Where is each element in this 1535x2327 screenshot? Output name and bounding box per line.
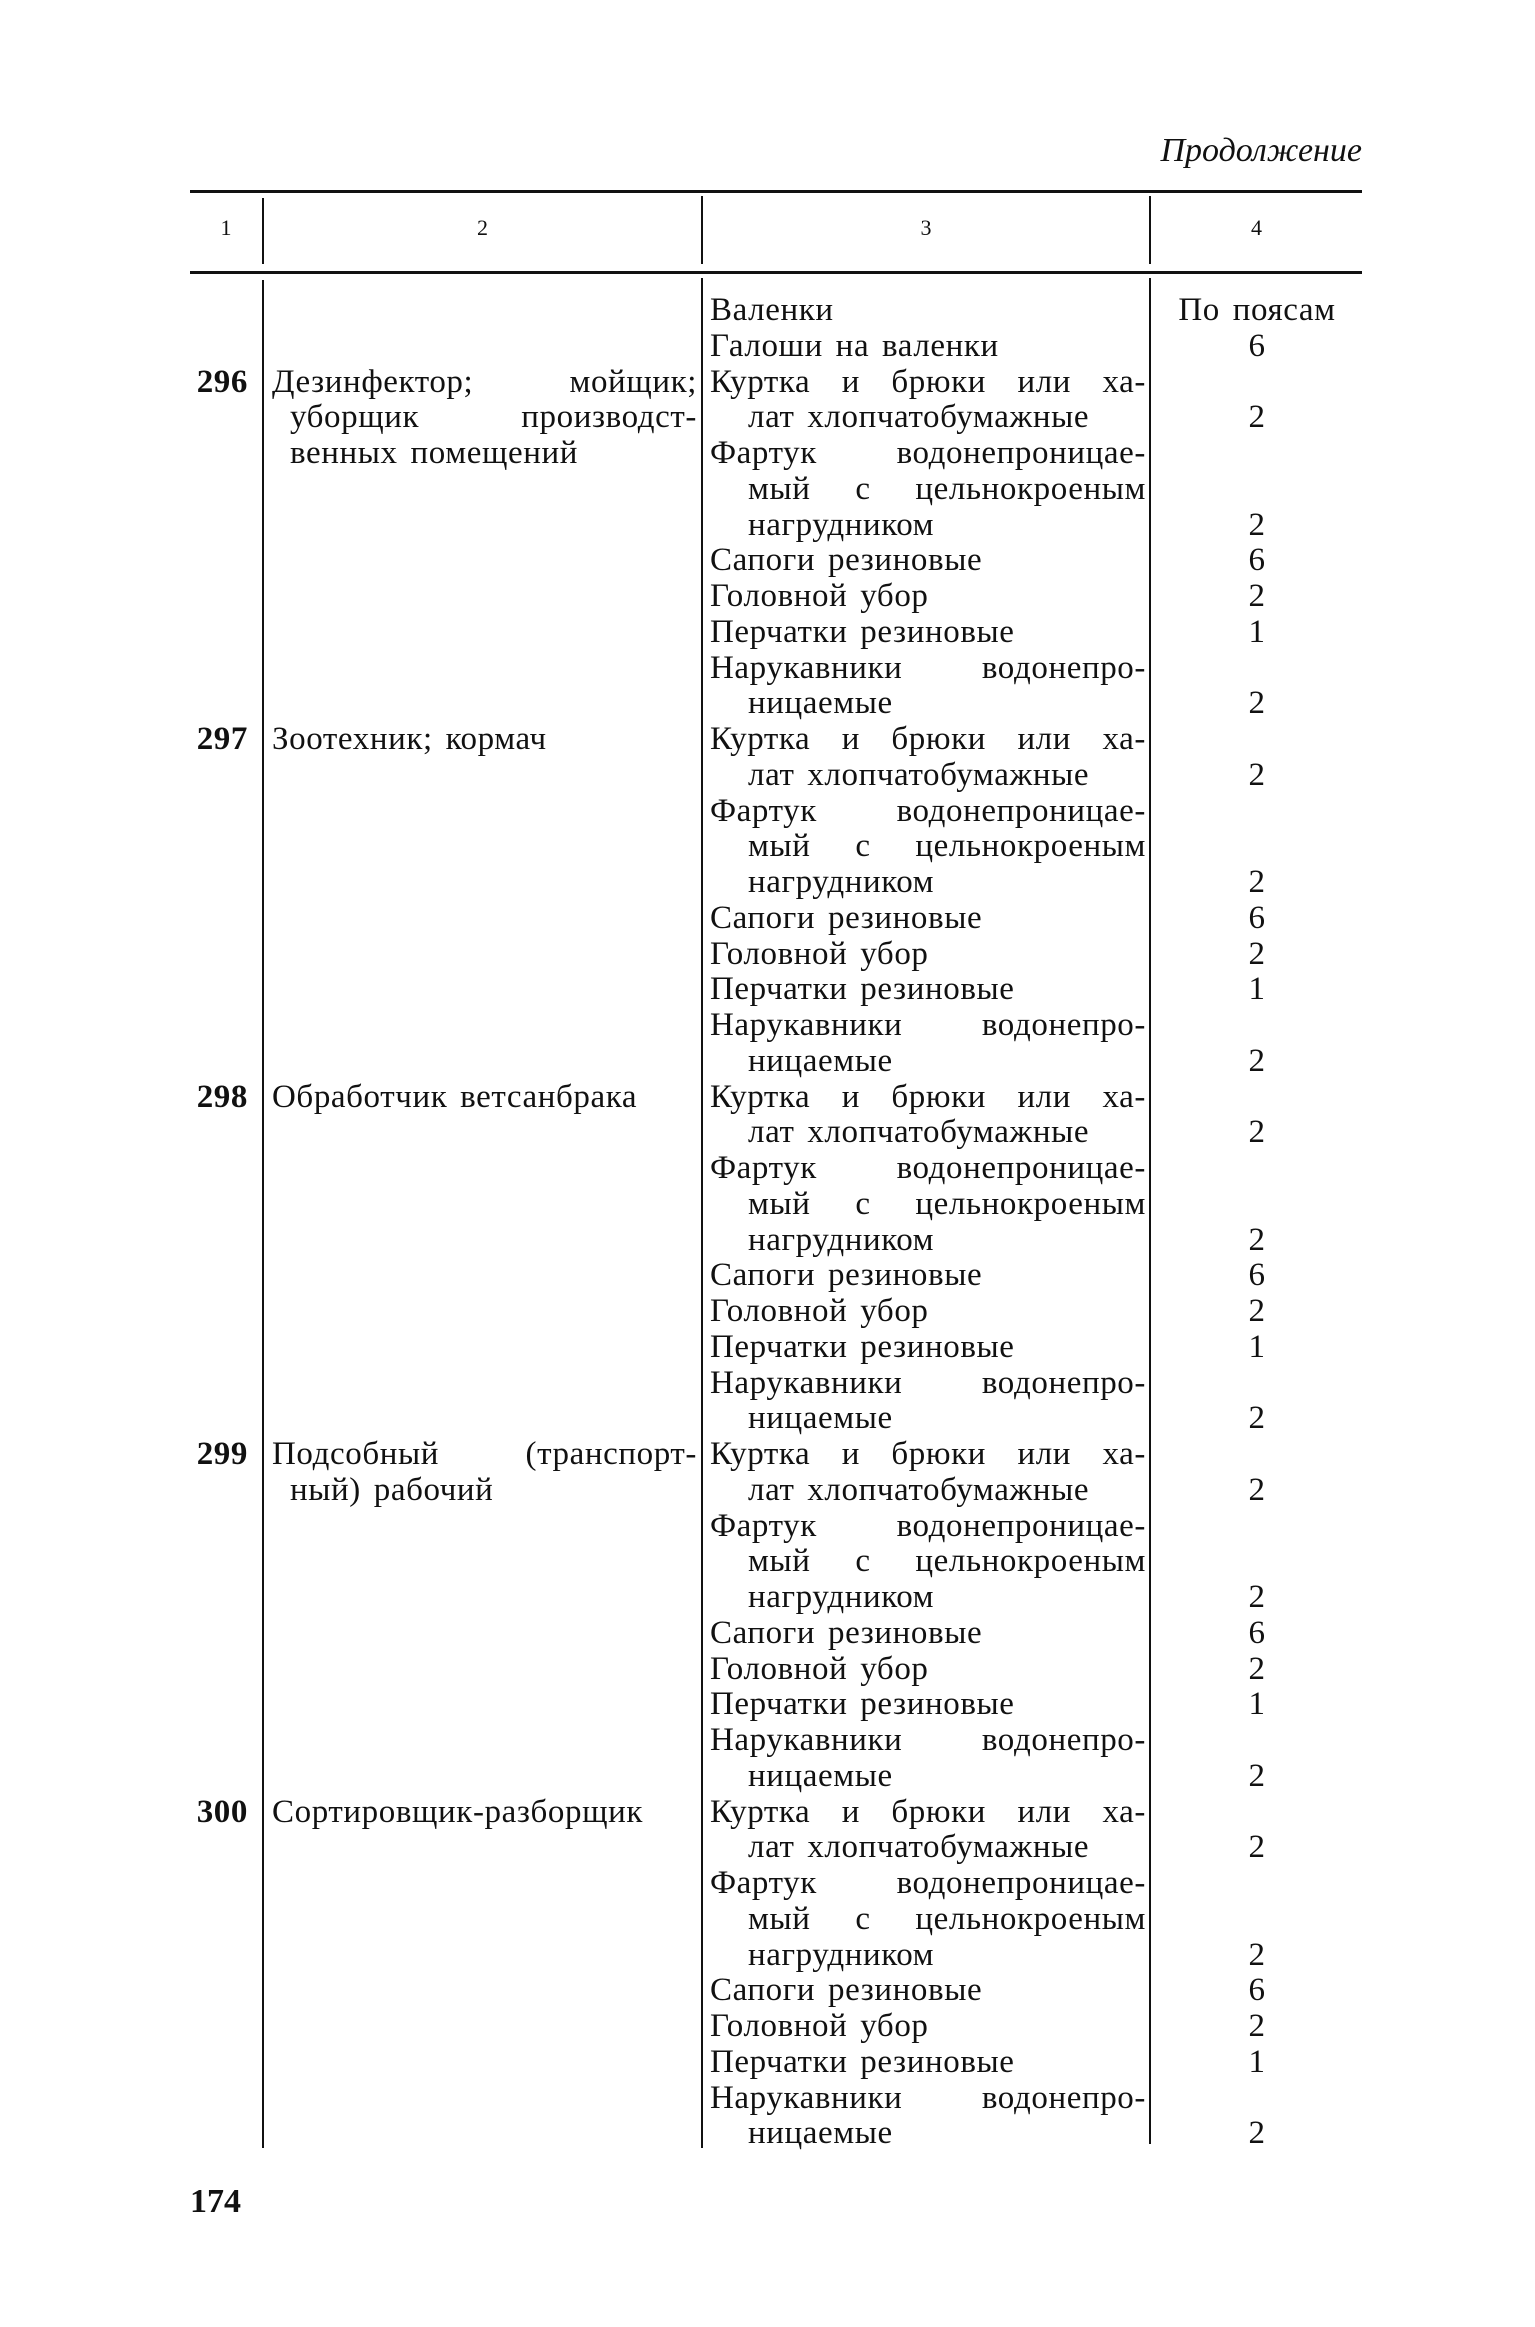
item-quantity: 2	[1248, 1936, 1266, 1973]
item-quantity: 2	[1248, 1221, 1266, 1258]
item-text-line: нагрудником	[748, 864, 935, 900]
column-header-3: 3	[920, 215, 932, 240]
profession-line: Сортировщик-разборщик	[272, 1793, 644, 1830]
item-quantity: 1	[1248, 2043, 1266, 2080]
item-text-line: мый с цельнокроеным	[748, 1543, 1146, 1580]
profession-line: Дезинфектор; мойщик;	[272, 363, 697, 400]
item-quantity: 6	[1248, 1614, 1266, 1651]
item-quantity: По поясам	[1178, 292, 1336, 328]
row-number: 299	[196, 1436, 248, 1472]
item-quantity: 6	[1248, 899, 1266, 936]
item-text-line: Фартук водонепроницае-	[710, 1507, 1146, 1544]
item-quantity: 2	[1248, 399, 1266, 436]
item-quantity: 2	[1248, 1400, 1266, 1437]
item-text-line: Нарукавники водонепро-	[710, 649, 1146, 686]
item-text-line: Сапоги резиновые	[710, 542, 983, 579]
item-text-line: Нарукавники водонепро-	[710, 1722, 1146, 1758]
item-text-line: нагрудником	[748, 506, 935, 543]
item-quantity: 2	[1248, 2008, 1266, 2044]
item-text-line: лат хлопчатобумажные	[748, 399, 1090, 436]
profession-line: Обработчик ветсанбрака	[272, 1078, 638, 1115]
item-quantity: 2	[1248, 1114, 1266, 1151]
item-quantity: 2	[1248, 756, 1266, 793]
item-text-line: Нарукавники водонепро-	[710, 1007, 1146, 1043]
item-text-line: Перчатки резиновые	[710, 1328, 1015, 1365]
item-text-line: Куртка и брюки или ха-	[710, 1793, 1146, 1830]
item-text-line: ницаемые	[748, 1400, 893, 1437]
item-text-line: Головной убор	[710, 1293, 929, 1329]
item-quantity: 2	[1248, 578, 1266, 614]
item-quantity: 2	[1248, 935, 1266, 972]
profession-line: венных помещений	[290, 435, 578, 471]
row-number: 300	[196, 1793, 248, 1830]
item-quantity: 2	[1248, 1757, 1266, 1794]
item-text-line: Головной убор	[710, 2008, 929, 2044]
column-divider	[1149, 278, 1151, 2144]
column-header-1: 1	[220, 215, 232, 240]
item-text-line: ницаемые	[748, 1757, 893, 1794]
item-text-line: Головной убор	[710, 578, 929, 614]
item-text-line: Фартук водонепроницае-	[710, 1150, 1146, 1186]
item-quantity: 2	[1248, 1042, 1266, 1079]
item-quantity: 2	[1248, 1829, 1266, 1866]
item-text-line: нагрудником	[748, 1579, 935, 1615]
item-text-line: Нарукавники водонепро-	[710, 2079, 1146, 2116]
profession-line: ный) рабочий	[290, 1471, 494, 1508]
item-text-line: Фартук водонепроницае-	[710, 792, 1146, 829]
column-header-2: 2	[477, 215, 488, 240]
item-quantity: 1	[1248, 971, 1266, 1008]
profession-line: Зоотехник; кормач	[272, 721, 547, 757]
item-quantity: 6	[1248, 327, 1266, 364]
item-text-line: нагрудником	[748, 1936, 935, 1973]
item-quantity: 2	[1248, 864, 1266, 900]
item-text-line: ницаемые	[748, 1042, 893, 1079]
item-text-line: лат хлопчатобумажные	[748, 1114, 1090, 1151]
item-quantity: 2	[1248, 506, 1266, 543]
item-text-line: Сапоги резиновые	[710, 1257, 983, 1294]
item-quantity: 2	[1248, 1579, 1266, 1615]
item-text-line: ницаемые	[748, 2115, 893, 2152]
item-text-line: мый с цельнокроеным	[748, 1900, 1146, 1937]
item-quantity: 1	[1248, 1328, 1266, 1365]
column-header-4: 4	[1251, 215, 1262, 240]
row-number: 296	[196, 363, 248, 400]
item-text-line: Головной убор	[710, 1650, 929, 1687]
item-text-line: Фартук водонепроницае-	[710, 435, 1146, 471]
item-quantity: 6	[1248, 1257, 1266, 1294]
item-quantity: 1	[1248, 613, 1266, 650]
item-text-line: Перчатки резиновые	[710, 613, 1015, 650]
item-text-line: Перчатки резиновые	[710, 2043, 1015, 2080]
item-text-line: лат хлопчатобумажные	[748, 756, 1090, 793]
item-text-line: Головной убор	[710, 935, 929, 972]
item-text-line: Галоши на валенки	[710, 327, 999, 364]
column-divider	[701, 278, 703, 2148]
item-quantity: 2	[1248, 2115, 1266, 2152]
profession-line: уборщик производст-	[290, 399, 697, 436]
item-text-line: лат хлопчатобумажные	[748, 1471, 1090, 1508]
header-bottom-rule	[190, 271, 1362, 274]
item-text-line: Куртка и брюки или ха-	[710, 721, 1146, 757]
item-text-line: Валенки	[710, 292, 834, 328]
item-text-line: Перчатки резиновые	[710, 971, 1015, 1008]
page-number: 174	[190, 2183, 241, 2220]
item-text-line: мый с цельнокроеным	[748, 470, 1146, 507]
item-text-line: Сапоги резиновые	[710, 1972, 983, 2009]
item-text-line: Нарукавники водонепро-	[710, 1364, 1146, 1401]
item-text-line: Сапоги резиновые	[710, 899, 983, 936]
continuation-label: Продолжение	[1160, 132, 1362, 169]
column-divider	[262, 280, 264, 2148]
item-quantity: 6	[1248, 1972, 1266, 2009]
item-text-line: мый с цельнокроеным	[748, 828, 1146, 865]
item-quantity: 1	[1248, 1686, 1266, 1723]
item-quantity: 2	[1248, 1471, 1266, 1508]
item-text-line: лат хлопчатобумажные	[748, 1829, 1090, 1866]
item-quantity: 2	[1248, 1293, 1266, 1329]
table-top-rule	[190, 190, 1362, 193]
item-text-line: нагрудником	[748, 1221, 935, 1258]
item-quantity: 2	[1248, 1650, 1266, 1687]
item-text-line: Куртка и брюки или ха-	[710, 1436, 1146, 1472]
item-quantity: 6	[1248, 542, 1266, 579]
profession-line: Подсобный (транспорт-	[272, 1436, 697, 1472]
item-text-line: Куртка и брюки или ха-	[710, 363, 1146, 400]
item-text-line: Фартук водонепроницае-	[710, 1865, 1146, 1901]
item-text-line: Перчатки резиновые	[710, 1686, 1015, 1723]
row-number: 298	[196, 1078, 248, 1115]
item-text-line: Сапоги резиновые	[710, 1614, 983, 1651]
item-text-line: мый с цельнокроеным	[748, 1185, 1146, 1222]
row-number: 297	[196, 721, 248, 757]
item-quantity: 2	[1248, 685, 1266, 722]
item-text-line: Куртка и брюки или ха-	[710, 1078, 1146, 1115]
item-text-line: ницаемые	[748, 685, 893, 722]
